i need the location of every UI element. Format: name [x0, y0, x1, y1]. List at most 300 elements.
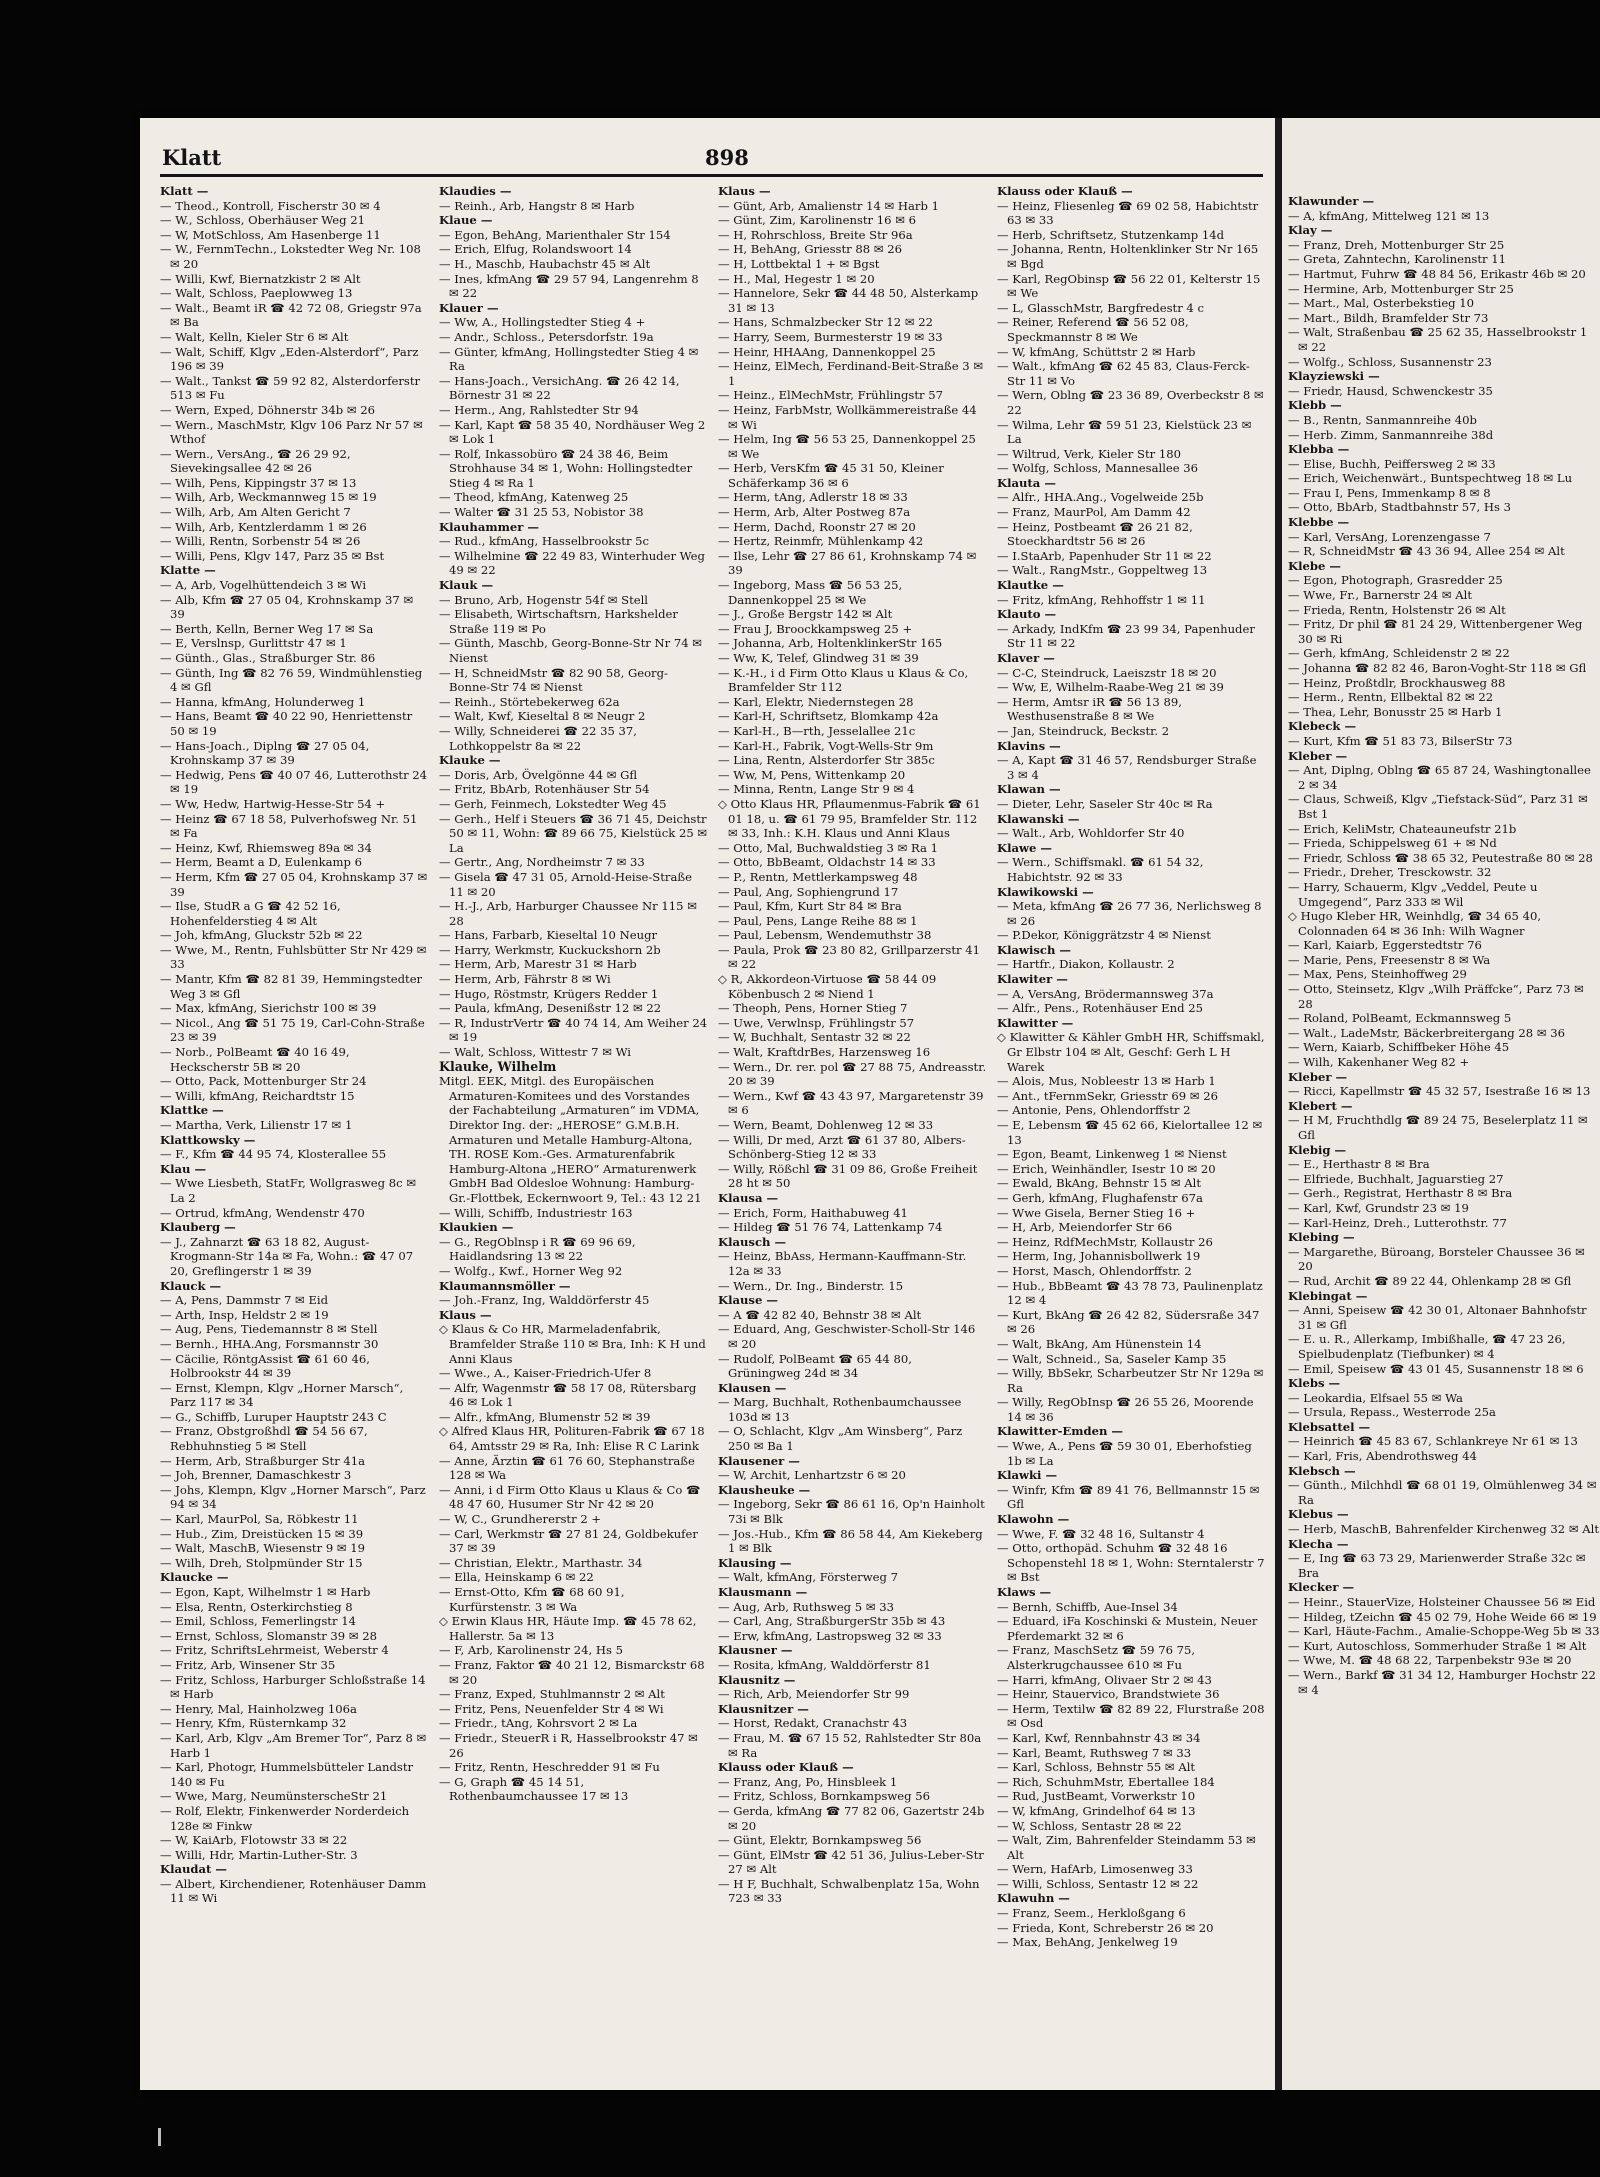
directory-entry: — Helm, Ing ☎ 56 53 25, Dannenkoppel 25 ✉ We: [718, 432, 976, 461]
directory-entry: — Wwe Gisela, Berner Stieg 16 +: [997, 1205, 1196, 1220]
directory-entry: — Willi, Rentn, Sorbenstr 54 ✉ 26: [160, 534, 361, 549]
directory-entry: ◇ R, Akkordeon-Virtuose ☎ 58 44 09 Köbenbusch 2 ✉ Niend 1: [718, 972, 937, 1001]
directory-entry: — C-C, Steindruck, Laeiszstr 18 ✉ 20: [997, 665, 1217, 680]
directory-entry: — Ilse, Lehr ☎ 27 86 61, Krohnskamp 74 ✉ 39: [718, 548, 977, 578]
directory-entry: — Elsa, Rentn, Osterkirchstieg 8: [160, 1599, 353, 1614]
directory-entry: — W, Archit, Lenhartzstr 6 ✉ 20: [718, 1468, 906, 1483]
directory-entry: — Mantr, Kfm ☎ 82 81 39, Hemmingstedter Weg 3 ✉ Gfl: [160, 972, 423, 1001]
directory-entry: — Karl-H., B—rth, Jesselallee 21c: [718, 723, 916, 738]
directory-entry: — Karl-Heinz, Dreh., Lutterothstr. 77: [1288, 1215, 1507, 1230]
directory-entry: — W, C., Grundhererstr 2 +: [439, 1512, 602, 1527]
directory-entry: — Wwe, M. ☎ 48 68 22, Tarpenbekstr 93e ✉ 20: [1288, 1653, 1572, 1668]
directory-entry: — Wwe, M., Rentn, Fuhlsbütter Str Nr 429 ✉ 33: [160, 942, 427, 972]
directory-entry: — W, MotSchloss, Am Hasenberge 11: [160, 227, 381, 242]
directory-entry: — Wern., Schiffsmakl. ☎ 61 54 32, Habichtstr. 92 ✉ 33: [997, 855, 1204, 884]
surname-heading: Klaudat —: [160, 1862, 228, 1877]
directory-entry: ◇ Hugo Kleber HR, Weinhdlg, ☎ 34 65 40, Colonnaden 64 ✉ 36 Inh: Wilh Wagner: [1288, 909, 1542, 938]
directory-entry: — Karl, Häute-Fachm., Amalie-Schoppe-Weg 5b ✉ 33: [1288, 1624, 1600, 1639]
directory-entry: — Günt, ElMstr ☎ 42 51 36, Julius-Leber-Str 27 ✉ Alt: [718, 1847, 984, 1877]
directory-entry: — Johanna ☎ 82 82 46, Baron-Voght-Str 118 ✉ Gfl: [1288, 661, 1587, 675]
directory-entry: — W., Schloss, Oberhäuser Weg 21: [160, 213, 365, 228]
directory-entry: — Hub., BbBeamt ☎ 43 78 73, Paulinenplatz 12 ✉ 4: [997, 1278, 1263, 1308]
directory-entry: — Ww, E, Wilhelm-Raabe-Weg 21 ✉ 39: [997, 680, 1224, 695]
directory-entry: — Karl-H., Fabrik, Vogt-Wells-Str 9m: [718, 738, 934, 753]
directory-entry: — Walt, Zim, Bahrenfelder Steindamm 53 ✉ Alt: [997, 1833, 1256, 1862]
directory-entry: — F, Arb, Karolinenstr 24, Hs 5: [439, 1643, 623, 1658]
directory-entry: — Günth, Maschb, Georg-Bonne-Str Nr 74 ✉ Nienst: [439, 636, 703, 665]
directory-entry: — Alfr., HHA.Ang., Vogelweide 25b: [997, 490, 1204, 505]
directory-entry: — Wwe, Fr., Barnerstr 24 ✉ Alt: [1288, 588, 1472, 603]
directory-entry: — Heinz., ElMechMstr, Frühlingstr 57: [718, 388, 943, 403]
directory-entry: — Harry, Werkmstr, Kuckuckshorn 2b: [439, 942, 661, 957]
directory-entry: — Herm, Ing, Johannisbollwerk 19: [997, 1249, 1201, 1264]
surname-heading: Klawuhn —: [997, 1891, 1070, 1906]
directory-entry: — Karl, MaurPol, Sa, Röbkestr 11: [160, 1512, 359, 1527]
directory-entry: — Theod, kfmAng, Katenweg 25: [439, 490, 629, 505]
directory-entry: ◇ Alfred Klaus HR, Polituren-Fabrik ☎ 67 18 64, Amtsstr 29 ✉ Ra, Inh: Elise R C Larink: [439, 1424, 705, 1454]
directory-entry: — Thea, Lehr, Bonusstr 25 ✉ Harb 1: [1288, 704, 1503, 719]
directory-entry: — Ortrud, kfmAng, Wendenstr 470: [160, 1205, 365, 1220]
directory-entry: — J., Große Bergstr 142 ✉ Alt: [718, 607, 893, 622]
directory-entry: — Hanna, kfmAng, Holunderweg 1: [160, 694, 366, 709]
surname-heading: Klauss oder Klauß —: [718, 1760, 854, 1775]
directory-entry: — Walt, KraftdrBes, Harzensweg 16: [718, 1045, 931, 1060]
facing-page-partial: [1282, 118, 1600, 2090]
directory-entry: — Hildeg ☎ 51 76 74, Lattenkamp 74: [718, 1220, 943, 1235]
directory-entry: — Karl, Fris, Abendrothsweg 44: [1288, 1449, 1477, 1464]
surname-heading: Klauto —: [997, 607, 1057, 622]
directory-entry: — Fritz, Dr phil ☎ 81 24 29, Wittenbergener Weg 30 ✉ Ri: [1288, 617, 1583, 646]
directory-entry: — Henry, Kfm, Rüsternkamp 32: [160, 1716, 347, 1731]
directory-entry: — H M, Fruchthdlg ☎ 89 24 75, Beselerplatz 11 ✉ Gfl: [1288, 1113, 1588, 1142]
directory-entry: — Wwe, Marg, NeumünsterscheStr 21: [160, 1789, 388, 1804]
directory-entry: — Rud, JustBeamt, Vorwerkstr 10: [997, 1789, 1196, 1804]
directory-entry: — Rud., kfmAng, Hasselbrookstr 5c: [439, 534, 650, 549]
directory-entry: — Paul, Pens, Lange Reihe 88 ✉ 1: [718, 913, 918, 928]
directory-entry: — Wilh, Pens, Kippingstr 37 ✉ 13: [160, 475, 357, 490]
directory-entry: — H, SchneidMstr ☎ 82 90 58, Georg-Bonne-Str 74 ✉ Nienst: [439, 665, 668, 695]
directory-entry: — Walt, Kwf, Kieseltal 8 ✉ Neugr 2: [439, 709, 646, 724]
surname-heading: Kleber —: [1288, 748, 1348, 763]
directory-entry: — A, VersAng, Brödermannsweg 37a: [997, 986, 1214, 1001]
directory-entry: — A ☎ 42 82 40, Behnstr 38 ✉ Alt: [718, 1307, 922, 1322]
directory-entry: — Herm, tAng, Adlerstr 18 ✉ 33: [718, 490, 908, 505]
directory-entry: — Egon, Kapt, Wilhelmstr 1 ✉ Harb: [160, 1585, 371, 1599]
directory-entry: — Paula, kfmAng, Desenißstr 12 ✉ 22: [439, 1001, 662, 1016]
directory-entry: — Gerda, kfmAng ☎ 77 82 06, Gazertstr 24b ✉ 20: [718, 1803, 985, 1833]
surname-heading: Klawikowski —: [997, 884, 1094, 899]
surname-heading: Klausen —: [718, 1380, 787, 1395]
directory-entry: — Heinz, FarbMstr, Wollkämmereistraße 44 ✉ Wi: [718, 402, 977, 432]
directory-entry: — Karl, RegObinsp ☎ 56 22 01, Kelterstr 15 ✉ We: [997, 271, 1261, 301]
directory-entry: — Herm, Amtsr iR ☎ 56 13 89, Westhusenstraße 8 ✉ We: [997, 694, 1182, 724]
directory-entry: — Karl, Kwf, Rennbahnstr 43 ✉ 34: [997, 1730, 1201, 1745]
directory-entry: — Otto, BbArb, Stadtbahnstr 57, Hs 3: [1288, 500, 1512, 515]
surname-heading: Klawitter —: [997, 1015, 1074, 1030]
directory-entry: — Friedr., SteuerR i R, Hasselbrookstr 47 ✉ 26: [439, 1730, 698, 1760]
directory-entry: — Anni, Speisew ☎ 42 30 01, Altonaer Bahnhofstr 31 ✉ Gfl: [1288, 1303, 1587, 1332]
directory-entry: — Willi, Kwf, Biernatzkistr 2 ✉ Alt: [160, 271, 361, 286]
directory-entry: — Friedr., Dreher, Tresckowstr. 32: [1288, 865, 1492, 880]
surname-heading: Klebing —: [1288, 1230, 1355, 1245]
directory-entry: — Max, Pens, Steinhoffweg 29: [1288, 967, 1467, 982]
surname-heading: Klauke —: [439, 753, 501, 768]
directory-entry: — Nicol., Ang ☎ 51 75 19, Carl-Cohn-Straße 23 ✉ 39: [160, 1015, 425, 1045]
directory-entry: — Eduard, Ang, Geschwister-Scholl-Str 146 ✉ 20: [718, 1322, 976, 1351]
directory-entry: — Wwe, F. ☎ 32 48 16, Sultanstr 4: [997, 1526, 1205, 1541]
surname-heading: Klecker —: [1288, 1580, 1355, 1595]
directory-entry: — W., FernmTechn., Lokstedter Weg Nr. 108 ✉ 20: [160, 242, 421, 271]
directory-entry: — Wiltrud, Verk, Kieler Str 180: [997, 446, 1181, 461]
page-number: 898: [705, 145, 749, 170]
directory-entry: — Kurt, Kfm ☎ 51 83 73, BilserStr 73: [1288, 733, 1513, 748]
directory-entry: — Winfr, Kfm ☎ 89 41 76, Bellmannstr 15 ✉ Gfl: [997, 1482, 1260, 1512]
directory-entry: — H, Lottbektal 1 + ✉ Bgst: [718, 256, 880, 271]
surname-heading: Klausmann —: [718, 1585, 808, 1599]
directory-entry: — Wilma, Lehr ☎ 59 51 23, Kielstück 23 ✉ La: [997, 417, 1252, 447]
directory-entry: — Wern., Dr. rer. pol ☎ 27 88 75, Andreasstr. 20 ✉ 39: [718, 1059, 987, 1089]
directory-entry: — Alfr., kfmAng, Blumenstr 52 ✉ 39: [439, 1409, 651, 1424]
surname-heading: Klausnitzer —: [718, 1701, 809, 1716]
directory-entry: — Walt, BkAng, Am Hünenstein 14: [997, 1336, 1202, 1351]
directory-entry: — Carl, Ang, StraßburgerStr 35b ✉ 43: [718, 1614, 946, 1629]
surname-heading: Klausch —: [718, 1234, 787, 1249]
directory-entry: — Wern, Exped, Döhnerstr 34b ✉ 26: [160, 402, 376, 417]
directory-entry: — Günth., Glas., Straßburger Str. 86: [160, 651, 376, 665]
directory-entry: — Ww, A., Hollingstedter Stieg 4 +: [439, 315, 646, 330]
directory-entry: — Marie, Pens, Freesenstr 8 ✉ Wa: [1288, 952, 1491, 967]
directory-entry: — E, Lebensm ☎ 45 62 66, Kielortallee 12 ✉ 13: [997, 1118, 1263, 1147]
directory-entry: — Heinz, RdfMechMstr, Kollaustr 26: [997, 1234, 1213, 1249]
directory-entry: — Wern, Kaiarb, Schiffbeker Höhe 45: [1288, 1040, 1510, 1055]
directory-entry: — Ww, M, Pens, Wittenkamp 20: [718, 767, 906, 782]
directory-entry: — Wilhelmine ☎ 22 49 83, Winterhuder Weg 49 ✉ 22: [439, 548, 705, 578]
directory-entry: — P., Rentn, Mettlerkampsweg 48: [718, 869, 918, 884]
column-4: [997, 184, 1267, 2070]
directory-entry: — Ricci, Kapellmstr ☎ 45 32 57, Isestraße 16 ✉ 13: [1288, 1084, 1591, 1099]
directory-entry: — W, Buchhalt, Sentastr 32 ✉ 22: [718, 1030, 911, 1045]
surname-heading: Klaukien —: [439, 1220, 514, 1235]
directory-entry: — H., Mal, Hegestr 1 ✉ 20: [718, 271, 875, 286]
directory-entry: — Heinz, BbAss, Hermann-Kauffmann-Str. 12a ✉ 33: [718, 1249, 967, 1278]
surname-heading: Klatte —: [160, 563, 216, 578]
directory-entry: — G., Schiffb, Luruper Hauptstr 243 C: [160, 1409, 387, 1424]
directory-entry: — Günth, Ing ☎ 82 76 59, Windmühlenstieg 4 ✉ Gfl: [160, 665, 423, 695]
directory-entry: — Wern., Dr. Ing., Binderstr. 15: [718, 1278, 904, 1293]
directory-entry: — Franz, Seem., Herkloßgang 6: [997, 1906, 1186, 1921]
directory-entry: — Günt, Elektr, Bornkampsweg 56: [718, 1833, 922, 1848]
directory-entry: — Elise, Buchh, Peiffersweg 2 ✉ 33: [1288, 456, 1496, 471]
directory-entry: — Hans, Schmalzbecker Str 12 ✉ 22: [718, 315, 934, 330]
surname-heading: Klawe —: [997, 840, 1052, 855]
directory-entry: — Wern, Oblng ☎ 23 36 89, Overbeckstr 8 ✉ 22: [997, 388, 1264, 417]
directory-entry: — Herm., Ang, Rahlstedter Str 94: [439, 402, 639, 417]
directory-entry: — Ingeborg, Mass ☎ 56 53 25, Dannenkoppel 25 ✉ We: [718, 578, 903, 607]
surname-heading: Klawisch —: [997, 942, 1072, 957]
directory-entry: — Frau, M. ☎ 67 15 52, Rahlstedter Str 80a ✉ Ra: [718, 1730, 982, 1760]
directory-entry: — Fritz, SchriftsLehrmeist, Weberstr 4: [160, 1643, 389, 1658]
directory-entry: — H.-J., Arb, Harburger Chaussee Nr 115 ✉ 28: [439, 899, 697, 928]
directory-entry: — Marg, Buchhalt, Rothenbaumchaussee 103d ✉ 13: [718, 1395, 962, 1424]
directory-entry: — R, SchneidMstr ☎ 43 36 94, Allee 254 ✉ Alt: [1288, 544, 1565, 559]
directory-entry: — Norb., PolBeamt ☎ 40 16 49, Heckscherstr 5B ✉ 20: [160, 1045, 350, 1074]
directory-entry: — A, kfmAng, Mittelweg 121 ✉ 13: [1288, 208, 1490, 223]
directory-entry: — Frau I, Pens, Immenkamp 8 ✉ 8: [1288, 485, 1491, 500]
directory-entry: — Wilh, Kakenhaner Weg 82 +: [1288, 1055, 1470, 1070]
directory-entry: — Johanna, Arb, HoltenklinkerStr 165: [718, 636, 943, 651]
directory-entry: — Aug, Arb, Ruthsweg 5 ✉ 33: [718, 1599, 894, 1614]
directory-entry: — Herb, VersKfm ☎ 45 31 50, Kleiner Schäferkamp 36 ✉ 6: [718, 461, 944, 490]
directory-entry: — Herb. Zimm, Sanmannreihe 38d: [1288, 427, 1494, 442]
surname-heading: Klawohn —: [997, 1512, 1070, 1527]
directory-entry: — Herm, Arb, Straßburger Str 41a: [160, 1453, 366, 1468]
directory-entry: ◇ Erwin Klaus HR, Häute Imp. ☎ 45 78 62, Hallerstr. 5a ✉ 13: [439, 1614, 697, 1643]
directory-entry: — Herm, Arb, Alter Postweg 87a: [718, 505, 911, 520]
directory-entry: — Karl, Beamt, Ruthsweg 7 ✉ 33: [997, 1745, 1192, 1760]
directory-entry: — Fritz, kfmAng, Rehhoffstr 1 ✉ 11: [997, 592, 1206, 607]
directory-entry: — Otto, orthopäd. Schuhm ☎ 32 48 16 Schopenstehl 18 ✉ 1, Wohn: Sterntalerstr 7 ✉ Bst: [997, 1541, 1265, 1585]
directory-entry: — Ursula, Repass., Westerrode 25a: [1288, 1405, 1496, 1420]
surname-heading: Klaver —: [997, 651, 1055, 665]
directory-entry: — Paula, Prok ☎ 23 80 82, Grillparzerstr 41 ✉ 22: [718, 942, 980, 972]
directory-entry: — Karl, Elektr, Niedernstegen 28: [718, 694, 914, 709]
directory-entry: — H, BehAng, Griesstr 88 ✉ 26: [718, 242, 902, 257]
directory-entry: — Heinz, ElMech, Ferdinand-Beit-Straße 3 ✉ 1: [718, 359, 984, 388]
book-spine: [1275, 118, 1282, 2090]
column-2: [439, 184, 709, 2070]
surname-heading: Klebsch —: [1288, 1463, 1356, 1478]
directory-entry: — Rud, Archit ☎ 89 22 44, Ohlenkamp 28 ✉ Gfl: [1288, 1273, 1572, 1288]
surname-heading: Klebba —: [1288, 442, 1350, 457]
directory-entry: — Alfr., Pens., Rotenhäuser End 25: [997, 1001, 1203, 1016]
directory-entry: — Walt, Schiff, Klgv „Eden-Alsterdorf“, Parz 196 ✉ 39: [160, 344, 419, 374]
directory-entry: — Walt., Beamt iR ☎ 42 72 08, Griegstr 97a ✉ Ba: [160, 300, 422, 330]
directory-entry: — Erich, Elfug, Rolandswoort 14: [439, 242, 632, 257]
surname-heading: Klauss oder Klauß —: [997, 184, 1133, 198]
directory-entry: — Reinh., Störtebekerweg 62a: [439, 694, 620, 709]
directory-entry: — Ernst-Otto, Kfm ☎ 68 60 91, Kurfürstenstr. 3 ✉ Wa: [439, 1585, 625, 1614]
directory-entry: — Günter, kfmAng, Hollingstedter Stieg 4 ✉ Ra: [439, 344, 699, 374]
directory-entry: — Uwe, Verwlnsp, Frühlingstr 57: [718, 1015, 915, 1030]
directory-entry: — W, Schloss, Sentastr 28 ✉ 22: [997, 1818, 1182, 1833]
directory-entry: — P.Dekor, Königgrätzstr 4 ✉ Nienst: [997, 928, 1211, 943]
directory-entry: — Paul, Lebensm, Wendemuthstr 38: [718, 928, 932, 943]
directory-entry: — Arkady, IndKfm ☎ 23 99 34, Papenhuder Str 11 ✉ 22: [997, 621, 1255, 651]
surname-heading: Klausheuke —: [718, 1482, 811, 1497]
directory-entry: — Egon, Photograph, Grasredder 25: [1288, 573, 1503, 588]
directory-entry: — Meta, kfmAng ☎ 26 77 36, Nerlichsweg 8 ✉ 26: [997, 899, 1262, 928]
directory-entry: — Herm, Dachd, Roonstr 27 ✉ 20: [718, 519, 916, 534]
surname-heading: Klauer —: [439, 300, 499, 315]
surname-heading: Klause —: [718, 1293, 778, 1308]
directory-entry: — Willi, Schiffb, Industriestr 163: [439, 1205, 633, 1220]
directory-entry: — Karl, Kapt ☎ 58 35 40, Nordhäuser Weg 2 ✉ Lok 1: [439, 417, 706, 447]
directory-entry: — Herb, Schriftsetz, Stutzenkamp 14d: [997, 227, 1225, 242]
directory-entry: ◇ Klaus & Co HR, Marmeladenfabrik, Bramfelder Straße 110 ✉ Bra, Inh: K H und Anni Klaus: [439, 1322, 706, 1366]
directory-entry: — Wwe., A., Kaiser-Friedrich-Ufer 8: [439, 1366, 652, 1381]
directory-entry: — Friedr, Schloss ☎ 38 65 32, Peutestraße 80 ✉ 28: [1288, 850, 1593, 865]
directory-entry: — Anne, Ärztin ☎ 61 76 60, Stephanstraße 128 ✉ Wa: [439, 1453, 695, 1483]
directory-entry: — Mart., Mal, Osterbekstieg 10: [1288, 296, 1475, 311]
directory-entry: — Wilh, Arb, Kentzlerdamm 1 ✉ 26: [160, 519, 367, 534]
directory-entry: — Herb, MaschB, Bahrenfelder Kirchenweg 32 ✉ Alt: [1288, 1522, 1599, 1537]
directory-entry: — Frieda, Schippelsweg 61 + ✉ Nd: [1288, 836, 1497, 851]
directory-entry: — E. u. R., Allerkamp, Imbißhalle, ☎ 47 23 26, Spielbudenplatz (Tiefbunker) ✉ 4: [1288, 1332, 1566, 1361]
directory-entry: — Hans, Beamt ☎ 40 22 90, Henriettenstr 50 ✉ 19: [160, 709, 413, 738]
directory-entry: — Henry, Mal, Hainholzweg 106a: [160, 1701, 357, 1716]
surname-heading: Klaue —: [439, 213, 493, 228]
directory-page: [140, 118, 1275, 2090]
directory-entry: — Frau J, Broockkampsweg 25 +: [718, 621, 913, 636]
directory-entry: — Wilh, Arb, Weckmannweg 15 ✉ 19: [160, 490, 377, 505]
surname-heading: Klatt —: [160, 184, 209, 198]
column-1: [160, 184, 430, 2070]
directory-entry: — Wern, Beamt, Dohlenweg 12 ✉ 33: [718, 1118, 934, 1132]
directory-entry: — Horst, Masch, Ohlendorffstr. 2: [997, 1263, 1192, 1278]
directory-entry: — Frieda, Rentn, Holstenstr 26 ✉ Alt: [1288, 602, 1506, 617]
directory-entry: — Walt., Arb, Wohldorfer Str 40: [997, 826, 1185, 841]
directory-entry: — Erich, Weichenwärt., Buntspechtweg 18 ✉ Lu: [1288, 471, 1573, 486]
directory-entry: — Alois, Mus, Nobleestr 13 ✉ Harb 1: [997, 1074, 1216, 1089]
directory-entry: — Wilh, Arb, Am Alten Gericht 7: [160, 505, 351, 520]
surname-heading: Klawitter-Emden —: [997, 1424, 1124, 1439]
directory-entry: — Rich, SchuhmMstr, Ebertallee 184: [997, 1774, 1215, 1789]
directory-entry: — Ernst, Schloss, Slomanstr 39 ✉ 28: [160, 1628, 378, 1643]
directory-entry: — Alfr, Wagenmstr ☎ 58 17 08, Rütersbarg 46 ✉ Lok 1: [439, 1380, 697, 1410]
directory-entry: — Willi, Schloss, Sentastr 12 ✉ 22: [997, 1876, 1199, 1891]
surname-heading: Klawan —: [997, 782, 1061, 797]
directory-entry: — Rich, Arb, Meiendorfer Str 99: [718, 1687, 910, 1702]
directory-entry: — Walt, Kelln, Kieler Str 6 ✉ Alt: [160, 329, 349, 344]
directory-entry: — Hannelore, Sekr ☎ 44 48 50, Alsterkamp 31 ✉ 13: [718, 286, 979, 315]
directory-entry: — Ilse, StudR a G ☎ 42 52 16, Hohenfelderstieg 4 ✉ Alt: [160, 899, 341, 928]
directory-entry: — Karl, Photogr, Hummelsbütteler Landstr 140 ✉ Fu: [160, 1760, 414, 1789]
directory-entry: — Eduard, iFa Koschinski & Mustein, Neuer Pferdemarkt 32 ✉ 6: [997, 1614, 1258, 1643]
page-header: [160, 140, 1263, 177]
directory-entry: — Herm, Arb, Marestr 31 ✉ Harb: [439, 957, 637, 972]
directory-entry: — Arth, Insp, Heldstr 2 ✉ 19: [160, 1307, 329, 1322]
directory-entry: — Wern, HafArb, Limosenweg 33: [997, 1862, 1193, 1877]
directory-entry: — Otto, Pack, Mottenburger Str 24: [160, 1074, 367, 1089]
surname-heading: Klautke —: [997, 578, 1064, 593]
directory-entry: — Kurt, Autoschloss, Sommerhuder Straße 1 ✉ Alt: [1288, 1638, 1587, 1653]
directory-entry: — Gerh, kfmAng, Flughafenstr 67a: [997, 1190, 1203, 1205]
directory-entry: — Herm, Beamt a D, Eulenkamp 6: [160, 855, 363, 870]
directory-entry: — Wolfg, Schloss, Mannesallee 36: [997, 461, 1199, 476]
directory-entry: — Walt, MaschB, Wiesenstr 9 ✉ 19: [160, 1541, 366, 1556]
directory-entry: — Hertz, Reinmfr, Mühlenkamp 42: [718, 534, 924, 549]
directory-entry: — Heinr, Stauervico, Brandstwiete 36: [997, 1687, 1220, 1702]
directory-entry: — Heinz ☎ 67 18 58, Pulverhofsweg Nr. 51 ✉ Fa: [160, 811, 418, 841]
directory-entry: — Franz, MaurPol, Am Damm 42: [997, 505, 1191, 520]
directory-entry: — Wwe Liesbeth, StatFr, Wollgrasweg 8c ✉ La 2: [160, 1176, 417, 1205]
directory-entry: — Fritz, Rentn, Heschredder 91 ✉ Fu: [439, 1760, 660, 1775]
directory-entry: — Ww, K, Telef, Glindweg 31 ✉ 39: [718, 651, 919, 665]
surname-heading: Klauhammer —: [439, 519, 540, 534]
directory-entry: — Johs, Klempn, Klgv „Horner Marsch“, Parz 94 ✉ 34: [160, 1482, 426, 1512]
directory-entry: — Margarethe, Büroang, Borsteler Chaussee 36 ✉ 20: [1288, 1244, 1585, 1274]
directory-entry: — Roland, PolBeamt, Eckmannsweg 5: [1288, 1011, 1512, 1026]
directory-entry: — K.-H., i d Firm Otto Klaus u Klaus & Co, Bramfelder Str 112: [718, 665, 969, 695]
directory-entry: — Elfriede, Buchhalt, Jaguarstieg 27: [1288, 1171, 1504, 1186]
directory-entry: — Fritz, Arb, Winsener Str 35: [160, 1657, 336, 1672]
directory-entry: — Walter ☎ 31 25 53, Nobistor 38: [439, 505, 644, 520]
surname-heading: Klebert —: [1288, 1098, 1353, 1113]
surname-heading: Klawki —: [997, 1468, 1058, 1483]
directory-entry: — Gerh, kfmAng, Schleidenstr 2 ✉ 22: [1288, 646, 1510, 661]
directory-entry: — E, Ing ☎ 63 73 29, Marienwerder Straße 32c ✉ Bra: [1288, 1551, 1586, 1580]
directory-entry: — Hans-Joach., Diplng ☎ 27 05 04, Krohnskamp 37 ✉ 39: [160, 738, 370, 768]
directory-entry: — Otto, Steinsetz, Klgv „Wilh Präffcke“, Parz 73 ✉ 28: [1288, 982, 1584, 1011]
surname-heading: Klaucke —: [160, 1570, 229, 1585]
directory-entry: — Rolf, Inkassobüro ☎ 24 38 46, Beim Strohhause 34 ✉ 1, Wohn: Hollingstedter Stieg 4 ✉ Ra 1: [439, 446, 693, 490]
directory-entry: — R, IndustrVertr ☎ 40 74 14, Am Weiher 24 ✉ 19: [439, 1015, 708, 1045]
directory-entry: — Johanna, Rentn, Holtenklinker Str Nr 165 ✉ Bgd: [997, 242, 1259, 271]
directory-entry: — W, kfmAng, Grindelhof 64 ✉ 13: [997, 1803, 1196, 1818]
directory-entry: — Rudolf, PolBeamt ☎ 65 44 80, Grüningweg 24d ✉ 34: [718, 1351, 912, 1381]
directory-entry: — Franz, Dreh, Mottenburger Str 25: [1288, 237, 1505, 252]
directory-entry: — Franz, Faktor ☎ 40 21 12, Bismarckstr 68 ✉ 20: [439, 1657, 705, 1687]
directory-entry: — Alb, Kfm ☎ 27 05 04, Krohnskamp 37 ✉ 39: [160, 592, 414, 622]
surname-heading: Klauberg —: [160, 1220, 236, 1235]
directory-entry: — H., Maschb, Haubachstr 45 ✉ Alt: [439, 256, 651, 271]
directory-entry: — Bruno, Arb, Hogenstr 54f ✉ Stell: [439, 592, 649, 607]
directory-entry: — Wern., MaschMstr, Klgv 106 Parz Nr 57 ✉ Wthof: [160, 417, 423, 447]
directory-entry: — Franz, Exped, Stuhlmannstr 2 ✉ Alt: [439, 1687, 665, 1702]
directory-entry: — Willy, Rößchl ☎ 31 09 86, Große Freiheit 28 ht ✉ 50: [718, 1161, 978, 1191]
directory-entry: — Willi, Pens, Klgv 147, Parz 35 ✉ Bst: [160, 548, 385, 563]
surname-heading: Klaumannsmöller —: [439, 1278, 571, 1293]
directory-entry: — Karl-H, Schriftsetz, Blomkamp 42a: [718, 709, 939, 724]
directory-entry: — Ant., tFernmSekr, Griesstr 69 ✉ 26: [997, 1088, 1218, 1103]
directory-entry: — Gerh., Helf i Steuers ☎ 36 71 45, Deichstr 50 ✉ 11, Wohn: ☎ 89 66 75, Kielstück 25 ✉ La: [439, 811, 708, 855]
surname-heading: Klawanski —: [997, 811, 1080, 826]
directory-entry: — Walt., Tankst ☎ 59 92 82, Alsterdorferstr 513 ✉ Fu: [160, 373, 421, 403]
directory-entry: — Martha, Verk, Lilienstr 17 ✉ 1: [160, 1118, 353, 1132]
directory-entry: — Wolfg., Kwf., Horner Weg 92: [439, 1263, 623, 1278]
directory-entry: — Walt, Schneid., Sa, Saseler Kamp 35: [997, 1351, 1227, 1366]
directory-entry: — Minna, Rentn, Lange Str 9 ✉ 4: [718, 782, 915, 797]
directory-entry: — A, Kapt ☎ 31 46 57, Rendsburger Straße 3 ✉ 4: [997, 753, 1257, 782]
surname-heading: Klebus —: [1288, 1507, 1349, 1522]
directory-entry: — Theoph, Pens, Horner Stieg 7: [718, 1001, 908, 1016]
surname-heading: Klebbe —: [1288, 515, 1350, 530]
directory-entry: — Walt., kfmAng ☎ 62 45 83, Claus-Ferck-Str 11 ✉ Vo: [997, 359, 1250, 388]
column-container: [160, 184, 1269, 2070]
directory-entry: — Walt., LadeMstr, Bäckerbreitergang 28 ✉ 36: [1288, 1025, 1565, 1040]
directory-entry: — Fritz, BbArb, Rotenhäuser Str 54: [439, 782, 650, 797]
directory-entry: — H, Rohrschloss, Breite Str 96a: [718, 227, 913, 242]
directory-entry: — Walt, Schloss, Wittestr 7 ✉ Wi: [439, 1045, 632, 1060]
directory-entry: — Franz, Ang, Po, Hinsbleek 1: [718, 1774, 898, 1789]
directory-entry: — O, Schlacht, Klgv „Am Winsberg“, Parz 250 ✉ Ba 1: [718, 1424, 963, 1454]
directory-entry: — Hildeg, tZeichn ☎ 45 02 79, Hohe Weide 66 ✉ 19: [1288, 1609, 1597, 1624]
directory-entry: — Karl, VersAng, Lorenzengasse 7: [1288, 529, 1491, 544]
directory-entry: — Willi, kfmAng, Reichardtstr 15: [160, 1088, 355, 1103]
directory-entry: — Berth, Kelln, Berner Weg 17 ✉ Sa: [160, 621, 374, 636]
directory-entry: — Frieda, Kont, Schreberstr 26 ✉ 20: [997, 1920, 1214, 1935]
directory-entry: — Karl, Schloss, Behnstr 55 ✉ Alt: [997, 1760, 1196, 1775]
directory-entry: — Herm, Textilw ☎ 82 89 22, Flurstraße 208 ✉ Osd: [997, 1701, 1265, 1731]
directory-entry: — Friedr, Hausd, Schwenckestr 35: [1288, 383, 1493, 398]
directory-entry: — Fritz, Schloss, Bornkampsweg 56: [718, 1789, 931, 1804]
directory-entry: — Willy, BbSekr, Scharbeutzer Str Nr 129a ✉ Ra: [997, 1366, 1264, 1395]
directory-entry: — Rosita, kfmAng, Walddörferstr 81: [718, 1657, 931, 1672]
surname-heading: Klausner —: [718, 1643, 793, 1658]
directory-entry: — Paul, Ang, Sophiengrund 17: [718, 884, 899, 899]
surname-heading: Klaus —: [439, 1307, 492, 1322]
directory-entry: — Harri, kfmAng, Olivaer Str 2 ✉ 43: [997, 1672, 1212, 1687]
